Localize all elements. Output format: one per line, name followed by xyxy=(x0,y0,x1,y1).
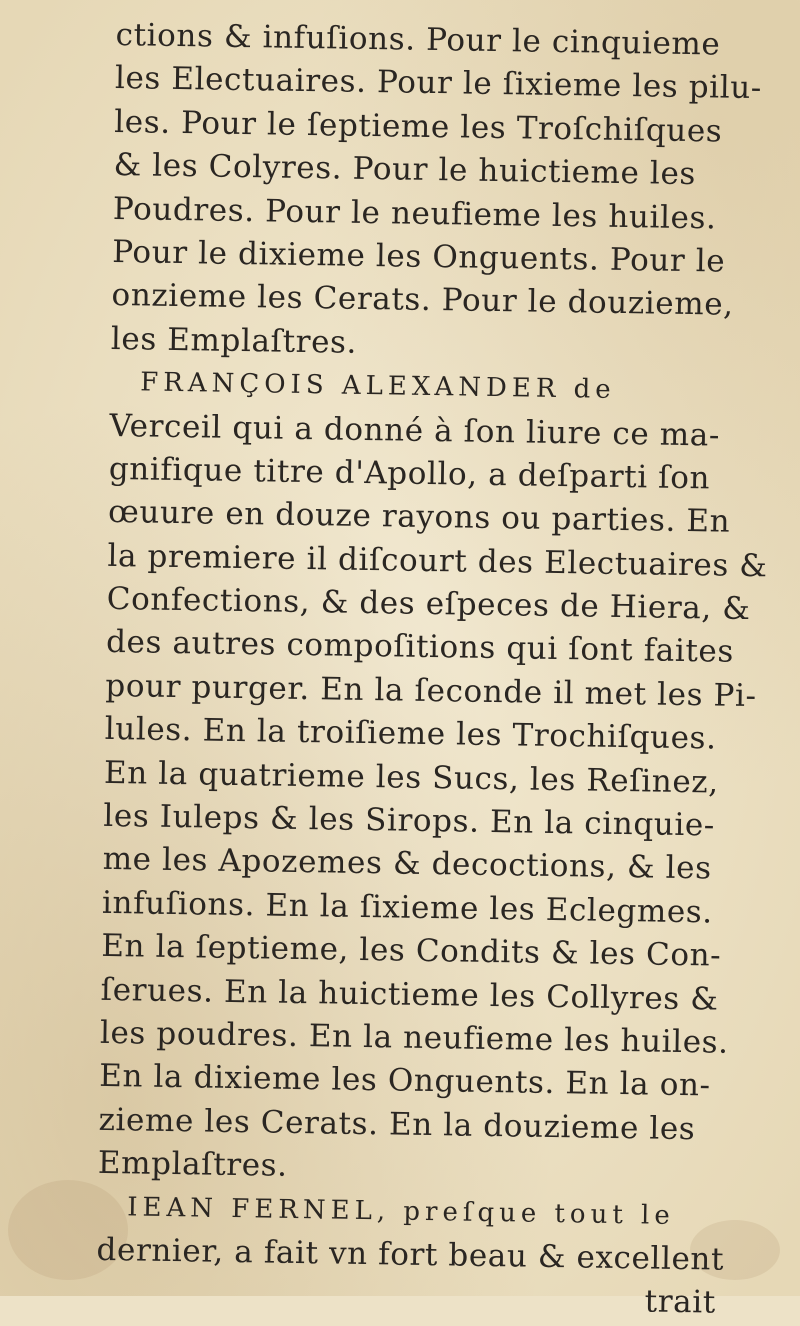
text-line: œuure en douze rayons ou parties. En xyxy=(107,494,731,541)
text-line: les poudres. En la neufieme les huiles. xyxy=(99,1014,729,1061)
text-line: les Emplaſtres. xyxy=(110,320,358,361)
text-line: la premiere il diſcourt des Electuaires & xyxy=(107,537,768,584)
text-line: ſerues. En la huictieme les Collyres & xyxy=(100,971,719,1018)
text-line: gnifique titre d'Apollo, a deſparti ſon xyxy=(108,450,711,497)
text-line: me les Apozemes & decoctions, & les xyxy=(102,841,712,887)
text-line: Poudres. Pour le neufieme les huiles. xyxy=(112,190,717,237)
author-heading-fernel: IEAN FERNEL, preſque tout le xyxy=(127,1191,675,1231)
text-line: lules. En la troiſieme les Trochiſques. xyxy=(104,711,717,757)
text-line: dernier, a fait vn fort beau & excellent xyxy=(96,1231,725,1278)
text-line: infuſions. En la ſixieme les Eclegmes. xyxy=(101,884,714,931)
text-line: En la ſeptieme, les Condits & les Con- xyxy=(101,928,722,974)
text-line: les Electuaires. Pour le ſixieme les pilu- xyxy=(114,60,763,107)
text-line: onzieme les Cerats. Pour le douzieme, xyxy=(111,277,734,324)
text-line: les Iuleps & les Sirops. En la cinquie- xyxy=(103,797,716,844)
text-line: En la dixieme les Onguents. En la on- xyxy=(99,1058,711,1104)
text-line: pour purger. En la ſeconde il met les Pi- xyxy=(105,667,757,715)
catchword: trait xyxy=(644,1283,717,1321)
text-line: Confections, & des eſpeces de Hiera, & xyxy=(106,581,751,628)
text-line: & les Colyres. Pour le huictieme les xyxy=(113,147,697,193)
text-line: Pour le dixieme les Onguents. Pour le xyxy=(111,233,726,280)
text-line: ctions & infuſions. Pour le cinquieme xyxy=(115,16,721,63)
text-line: En la quatrieme les Sucs, les Reſinez, xyxy=(103,754,720,801)
text-line: des autres compoſitions qui ſont faites xyxy=(105,624,735,671)
author-heading-alexander: FRANÇOIS ALEXANDER de xyxy=(139,367,616,406)
text-line: les. Pour le ſeptieme les Troſchiſques xyxy=(114,103,723,150)
text-line: zieme les Cerats. En la douzieme les xyxy=(98,1101,696,1148)
text-line: Verceil qui a donné à ſon liure ce ma- xyxy=(109,407,721,454)
text-line: Emplaſtres. xyxy=(97,1145,288,1184)
page-text xyxy=(96,14,796,1326)
